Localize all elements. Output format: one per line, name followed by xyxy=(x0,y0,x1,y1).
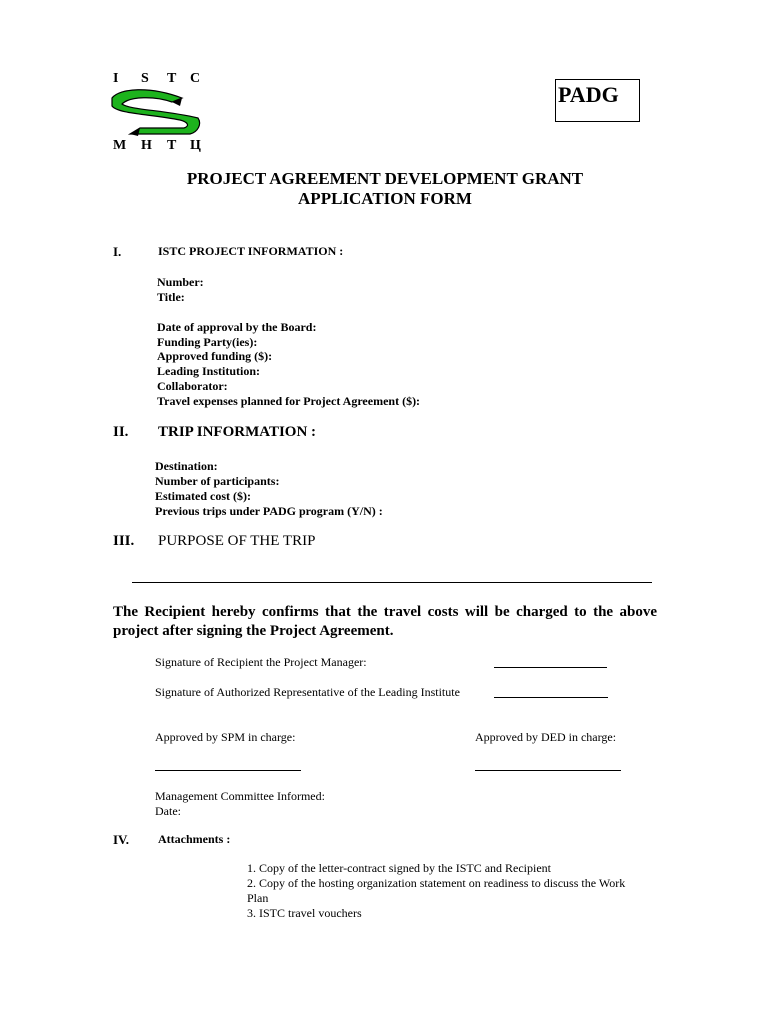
spm-approval-label: Approved by SPM in charge: xyxy=(155,730,296,744)
logo-letter: М xyxy=(113,138,127,153)
field-number: Number: xyxy=(157,275,204,289)
field-leading-institution: Leading Institution: xyxy=(157,364,261,378)
field-title: Title: xyxy=(157,290,185,304)
committee-informed-label: Management Committee Informed: xyxy=(155,789,325,803)
attachments-list xyxy=(247,861,647,921)
section1-number: I. xyxy=(113,244,122,259)
section2-heading: TRIP INFORMATION : xyxy=(158,424,317,440)
section4-number: IV. xyxy=(113,832,130,847)
confirmation-statement: The Recipient hereby confirms that the travel costs will be charged to the above project after signing the Project Agreement. xyxy=(113,604,657,639)
purpose-line[interactable] xyxy=(132,582,652,583)
field-estimated-cost: Estimated cost ($): xyxy=(155,489,251,503)
list-item: 2. Copy of the hosting organization statement on readiness to discuss the Work Plan xyxy=(247,876,626,905)
ded-signature-line[interactable] xyxy=(475,770,621,771)
authorized-signature-line[interactable] xyxy=(494,697,608,698)
list-item: 3. ISTC travel vouchers xyxy=(247,906,362,920)
logo-letter: C xyxy=(190,71,201,86)
page-title-line1: PROJECT AGREEMENT DEVELOPMENT GRANT xyxy=(186,169,584,188)
section4-heading: Attachments : xyxy=(158,832,231,846)
logo-swoosh-icon xyxy=(110,88,202,138)
list-item: 1. Copy of the letter-contract signed by the ISTC and Recipient xyxy=(247,861,552,875)
section3-heading: PURPOSE OF THE TRIP xyxy=(158,533,316,549)
ded-approval-label: Approved by DED in charge: xyxy=(475,730,617,744)
field-collaborator: Collaborator: xyxy=(157,379,228,393)
spm-signature-line[interactable] xyxy=(155,770,301,771)
section2-number: II. xyxy=(113,424,129,440)
logo-letter: Т xyxy=(167,138,177,153)
logo-letter: S xyxy=(141,71,149,86)
authorized-signature-label: Signature of Authorized Representative of the Leading Institute xyxy=(155,685,460,699)
field-participants: Number of participants: xyxy=(155,474,280,488)
logo-letter: T xyxy=(167,71,177,86)
date-label: Date: xyxy=(155,804,181,818)
field-previous-trips: Previous trips under PADG program (Y/N) : xyxy=(155,504,383,518)
page-title-line2: APPLICATION FORM xyxy=(298,189,472,208)
section1-heading: ISTC PROJECT INFORMATION : xyxy=(158,244,344,258)
field-approved-funding: Approved funding ($): xyxy=(157,349,273,363)
logo-letter: Ц xyxy=(190,138,201,153)
logo-letter: I xyxy=(113,71,119,86)
recipient-signature-label: Signature of Recipient the Project Manager: xyxy=(155,655,367,669)
section3-number: III. xyxy=(113,533,135,549)
padg-badge-text: PADG xyxy=(558,82,619,107)
recipient-signature-line[interactable] xyxy=(494,667,607,668)
field-approval-date: Date of approval by the Board: xyxy=(157,320,317,334)
field-destination: Destination: xyxy=(155,459,218,473)
field-travel-expenses: Travel expenses planned for Project Agreement ($): xyxy=(157,394,421,408)
padg-badge xyxy=(555,79,640,122)
logo-letter: Н xyxy=(141,138,152,153)
field-funding-parties: Funding Party(ies): xyxy=(157,335,258,349)
